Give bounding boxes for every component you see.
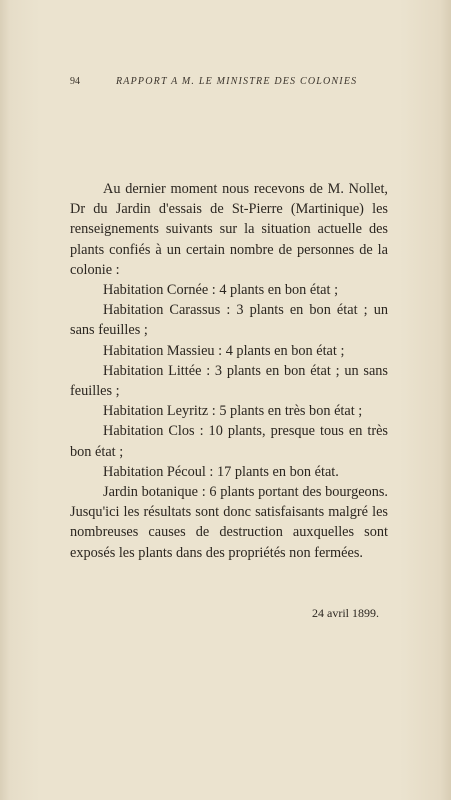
paragraph-intro: Au dernier moment nous recevons de M. Nollet, Dr du Jardin d'essais de St-Pierre (Martinique) les renseignements suivants sur la situation actuelle des plants confiés à un certain nombre de personnes de la colonie : — [70, 181, 388, 278]
date-line: 24 avril 1899. — [312, 606, 379, 620]
paragraph-pecoul: Habitation Pécoul : 17 plants en bon état. — [103, 463, 339, 480]
page-number: 94 — [70, 76, 80, 87]
running-title: RAPPORT A M. LE MINISTRE DES COLONIES — [116, 76, 358, 87]
paragraph-littee: Habitation Littée : 3 plants en bon état ; un sans feuilles ; — [70, 362, 388, 400]
paragraph-clos: Habitation Clos : 10 plants, presque tous en très bon état ; — [70, 423, 388, 460]
paragraph-jardin-botanique: Jardin botanique : 6 plants portant des bourgeons. Jusqu'ici les résultats sont donc satisfaisants malgré les nombreuses causes de destruction auxquelles sont exposés les plants dans des propriétés non fermées. — [70, 484, 388, 561]
page-header — [70, 76, 400, 90]
paragraph-massieu: Habitation Massieu : 4 plants en bon état ; — [103, 342, 345, 359]
body-text — [70, 179, 388, 563]
paragraph-cornee: Habitation Cornée : 4 plants en bon état ; — [103, 282, 339, 299]
paragraph-leyritz: Habitation Leyritz : 5 plants en très bon état ; — [103, 403, 363, 420]
paragraph-carassus: Habitation Carassus : 3 plants en bon état ; un sans feuilles ; — [70, 302, 388, 339]
